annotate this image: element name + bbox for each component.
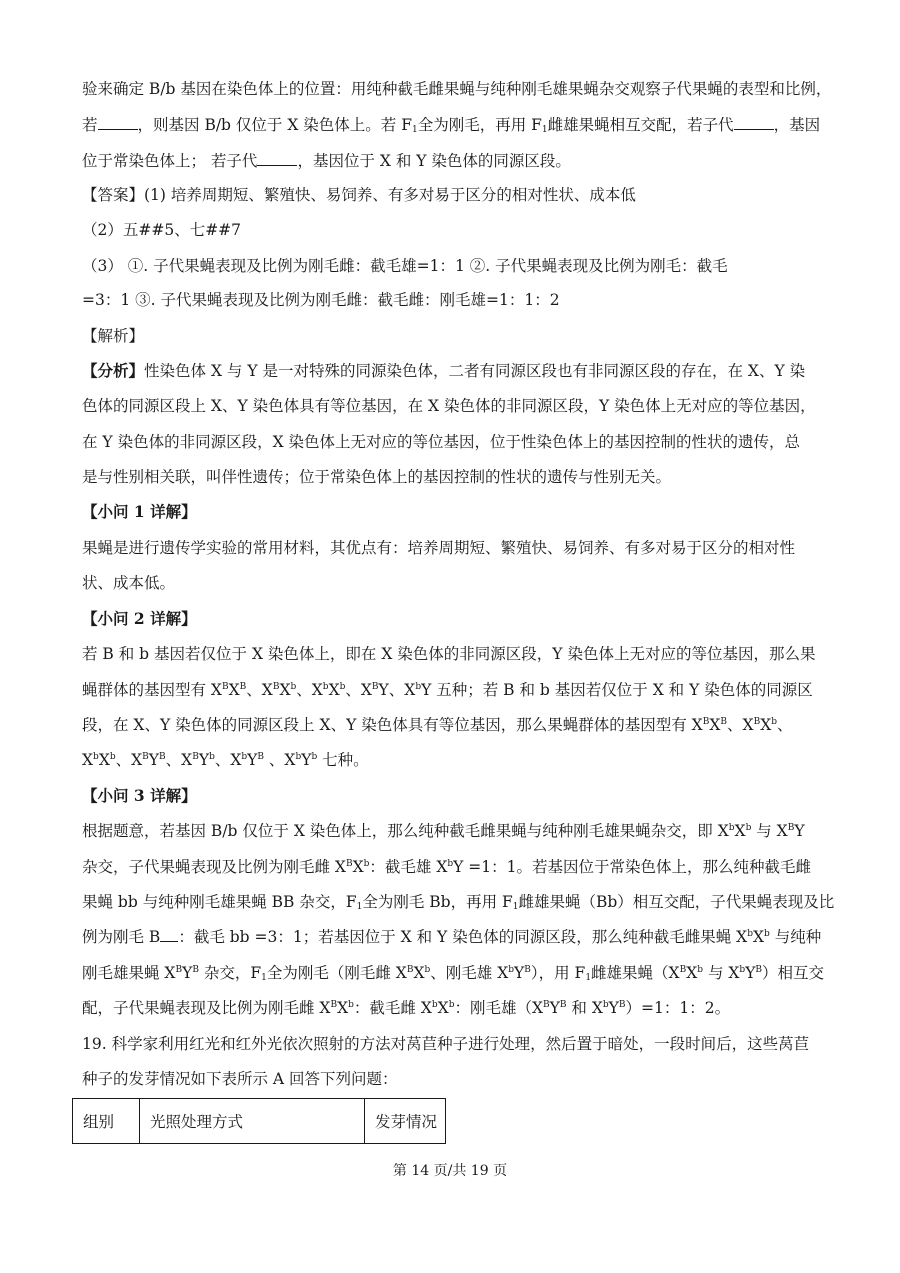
text-line: 段，在 X、Y 染色体的同源区段上 X、Y 染色体具有等位基因，那么果蝇群体的基因型有 $X^BX^B$、$X^BX^b$、 [82, 716, 793, 734]
analysis-line: 色体的同源区段上 X、Y 染色体具有等位基因，在 X 染色体的非同源区段，Y 染色体上无对应的等位基因， [82, 397, 816, 415]
answer-line: 【答案】(1) 培养周期短、繁殖快、易饲养、有多对易于区分的相对性状、成本低 [82, 186, 636, 204]
table-header-cell: 组别 [73, 1099, 140, 1144]
text-line: 蝇群体的基因型有 $X^BX^B$、$X^BX^b$、$X^bX^b$、$X^BY$、$X^bY$ 五种；若 B 和 b 基因若仅位于 X 和 Y 染色体的同源区 [82, 681, 813, 699]
answer-blank [160, 927, 178, 942]
analysis-line: 【分析】性染色体 X 与 Y 是一对特殊的同源染色体，二者有同源区段也有非同源区段的存在，在 X、Y 染 [82, 361, 806, 380]
answer-blank [734, 115, 774, 130]
text-line: 状、成本低。 [82, 574, 176, 592]
question-19: 种子的发芽情况如下表所示 A 回答下列问题： [82, 1070, 398, 1088]
page-footer: 第 14 页/共 19 页 [392, 1163, 508, 1179]
text-line: 位于常染色体上； 若子代 ，基因位于 X 和 Y 染色体的同源区段。 [82, 152, 571, 170]
text-line: 例为刚毛 B ：截毛 bb =3：1；若基因位于 X 和 Y 染色体的同源区段，那么纯种截毛雌果蝇 $X^bX^b$ 与纯种 [82, 928, 822, 946]
text-line: 果蝇 bb 与纯种刚毛雄果蝇 BB 杂交，$F_1$全为刚毛 Bb，再用 $F_1$雌雄果蝇（Bb）相互交配，子代果蝇表现及比 [82, 893, 835, 912]
germination-table [72, 1098, 446, 1144]
table-header-row [73, 1099, 446, 1144]
question-19: 19. 科学家利用红光和红外光依次照射的方法对莴苣种子进行处理，然后置于暗处，一段时间后，这些莴苣 [82, 1035, 810, 1053]
answer-line: （2）五##5、七##7 [82, 221, 242, 239]
table-header-cell: 光照处理方式 [140, 1099, 365, 1144]
analysis-line: 在 Y 染色体的非同源区段，X 染色体上无对应的等位基因，位于性染色体上的基因控制的性状的遗传，总 [82, 433, 801, 451]
answer-blank [257, 151, 297, 166]
text-line: 果蝇是进行遗传学实验的常用材料，其优点有：培养周期短、繁殖快、易饲养、有多对易于区分的相对性 [82, 539, 796, 557]
analysis-line: 是与性别相关联，叫伴性遗传；位于常染色体上的基因控制的性状的遗传与性别无关。 [82, 468, 672, 486]
table-header-cell: 发芽情况 [365, 1099, 446, 1144]
answer-blank [98, 115, 138, 130]
section-label: 【解析】 [82, 327, 145, 345]
text-line: 配，子代果蝇表现及比例为刚毛雌 $X^BX^b$：截毛雌 $X^bX^b$：刚毛雄（$X^BY^B$ 和 $X^bY^B)=1$：1：2。 [82, 999, 731, 1017]
text-line: 若 ，则基因 B/b 仅位于 X 染色体上。若 $F_1$全为刚毛，再用 $F_1$雌雄果蝇相互交配，若子代 ，基因 [82, 116, 821, 135]
text-line: 杂交，子代果蝇表现及比例为刚毛雌 $X^BX^b$：截毛雄 $X^bY =1$：1。若基因位于常染色体上，那么纯种截毛雌 [82, 858, 812, 876]
text-line: $X^bX^b$、$X^BY^B$、$X^BY^b$、$X^bY^B$ 、$X^bY^b$ 七种。 [82, 751, 369, 769]
text-line: 若 B 和 b 基因若仅位于 X 染色体上，即在 X 染色体的非同源区段，Y 染色体上无对应的等位基因，那么果 [82, 645, 816, 663]
subquestion-title: 【小问 1 详解】 [82, 502, 197, 521]
answer-line: =3：1 ③. 子代果蝇表现及比例为刚毛雌：截毛雌：刚毛雄=1：1：2 [82, 291, 560, 309]
answer-line: （3） ①. 子代果蝇表现及比例为刚毛雌：截毛雄=1：1 ②. 子代果蝇表现及比例为刚毛：截毛 [82, 257, 728, 275]
subquestion-title: 【小问 3 详解】 [82, 786, 197, 805]
subquestion-title: 【小问 2 详解】 [82, 609, 197, 628]
text-line: 验来确定 B/b 基因在染色体上的位置：用纯种截毛雌果蝇与纯种刚毛雄果蝇杂交观察子代果蝇的表型和比例， [82, 80, 832, 98]
text-line: 根据题意，若基因 B/b 仅位于 X 染色体上，那么纯种截毛雌果蝇与纯种刚毛雄果蝇杂交，即 $X^bX^b$ 与 $X^BY$ [82, 822, 805, 840]
text-line: 刚毛雄果蝇 $X^BY^B$ 杂交，$F_1$全为刚毛（刚毛雌 $X^BX^b$、刚毛雄 $X^bY^B$），用 $F_1$雌雄果蝇（$X^BX^b$ 与 $X^bY^B$）相互交 [82, 964, 825, 983]
